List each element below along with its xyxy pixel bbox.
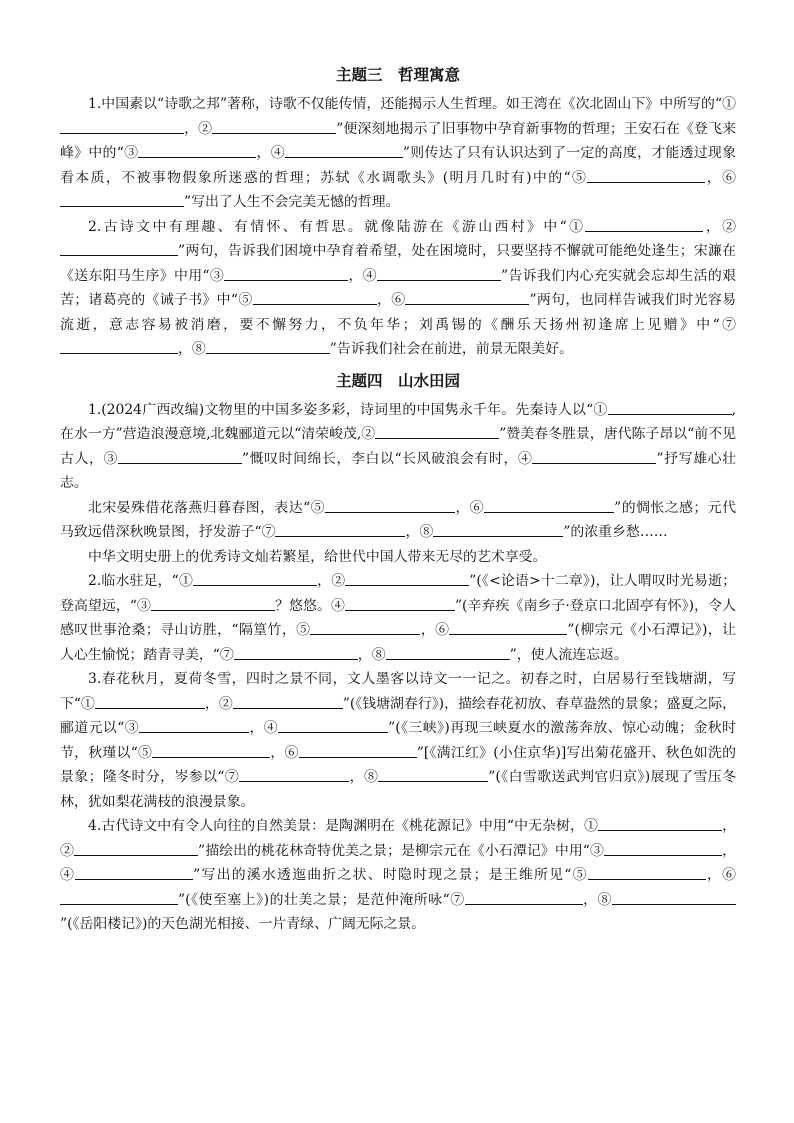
- fill-blank[interactable]: [234, 644, 358, 660]
- fill-blank[interactable]: [325, 497, 455, 513]
- fill-blank[interactable]: [60, 889, 178, 905]
- topic-4-question-1-closing: 中华文明史册上的优秀诗文灿若繁星，给世代中国人带来无尽的艺术享受。: [88, 548, 547, 565]
- fill-blank[interactable]: [193, 570, 317, 586]
- fill-blank[interactable]: [233, 693, 343, 709]
- topic-3-title: 主题三 哲理寓意: [335, 66, 460, 84]
- fill-blank[interactable]: [310, 619, 420, 635]
- fill-blank[interactable]: [612, 889, 736, 905]
- worksheet-page: [60, 62, 736, 937]
- fill-blank[interactable]: [604, 840, 722, 856]
- fill-blank[interactable]: [95, 693, 205, 709]
- fill-blank[interactable]: [375, 423, 499, 439]
- fill-blank[interactable]: [118, 448, 242, 464]
- fill-blank[interactable]: [152, 742, 270, 758]
- fill-blank[interactable]: [585, 216, 703, 232]
- fill-blank[interactable]: [212, 118, 336, 134]
- fill-blank[interactable]: [60, 191, 184, 207]
- fill-blank[interactable]: [60, 338, 178, 354]
- topic-4-question-3: 3.春花秋月，夏荷冬雪，四时之景不同，文人墨客以诗文一一记之。初春之时，白居易行至钱塘湖，写下“① ，② ”(《钱塘湖春行》)，描绘春花初放、春草盎然的景象；盛夏之际，郦道元以“③ ，④ ”(《三峡》)再现三峡夏水的激荡奔放、惊心动魄；金秋时节，秋瑾以“⑤ ，⑥ ”[《满江红》(小住京华)]写出菊花盛开、秋色如洗的景象；隆冬时分，岑参以“⑦ ，⑧ ”(《白雪歌送武判官归京》)展现了雪压冬林，犹如梨花满枝的浪漫景象。: [60, 671, 736, 810]
- fill-blank[interactable]: [75, 864, 193, 880]
- fill-blank[interactable]: [206, 338, 330, 354]
- fill-blank[interactable]: [377, 265, 501, 281]
- fill-blank[interactable]: [345, 595, 455, 611]
- fill-blank[interactable]: [378, 766, 488, 782]
- fill-blank[interactable]: [405, 289, 529, 305]
- fill-blank[interactable]: [598, 815, 722, 831]
- fill-blank[interactable]: [138, 142, 256, 158]
- fill-blank[interactable]: [239, 766, 349, 782]
- fill-blank[interactable]: [275, 521, 405, 537]
- fill-blank[interactable]: [151, 595, 275, 611]
- fill-blank[interactable]: [60, 118, 184, 134]
- fill-blank[interactable]: [588, 864, 706, 880]
- fill-blank[interactable]: [253, 289, 377, 305]
- topic-3-question-2: 2.古诗文中有理趣、有情怀、有哲思。就像陆游在《游山西村》中“① ，②”两句，告诉我们困境中孕育着希望，处在困境时，只要坚持不懈就可能绝处逢生；宋濂在《送东阳马生序》中用“③ ，④ ”告诉我们内心充实就会忘却生活的艰苦；诸葛亮的《诫子书》中“⑤ ，⑥ ”两句，也同样告诫我们时光容易流逝，意志容易被消磨，要不懈努力，不负年华；刘禹锡的《酬乐天扬州初逢席上见赠》中“⑦，⑧ ”告诉我们社会在前进，前景无限美好。: [60, 215, 736, 362]
- topic-4-question-1-continued: 北宋晏殊借花落燕归暮春图，表达“⑤ ，⑥ ”的惆怅之感；元代马致远借深秋晚景图，抒发游子“⑦ ，⑧ ”的浓重乡愁……: [60, 496, 736, 545]
- fill-blank[interactable]: [484, 497, 614, 513]
- fill-blank[interactable]: [139, 717, 249, 733]
- topic-4-question-2: 2.临水驻足，“① ，② ”(《<论语>十二章》)，让人喟叹时光易逝；登高望远，“③ ？悠悠。④ ”(辛弃疾《南乡子·登京口北固亭有怀》)，令人感叹世事沧桑；寻山访胜，“隔篁竹，⑤ ，⑥ ”(柳宗元《小石潭记》)，让人心生愉悦；踏青寻美，“⑦ ，⑧ ”，使人流连忘返。: [60, 569, 736, 667]
- fill-blank[interactable]: [224, 265, 348, 281]
- fill-blank[interactable]: [60, 240, 178, 256]
- fill-blank[interactable]: [433, 521, 563, 537]
- topic-4-title: 主题四 山水田园: [335, 371, 460, 390]
- fill-blank[interactable]: [74, 840, 198, 856]
- fill-blank[interactable]: [386, 644, 510, 660]
- topic-3-question-1: 1.中国素以“诗歌之邦”著称，诗歌不仅能传情，还能揭示人生哲理。如王湾在《次北固山下》中所写的“①，② ”便深刻地揭示了旧事物中孕育新事物的哲理；王安石在《登飞来峰》中的“③ ，④ ”则传达了只有认识达到了一定的高度，才能透过现象看本质，不被事物假象所迷惑的哲理；苏轼《水调歌头》(明月几时有)中的“⑤ ，⑥”写出了人生不会完美无憾的哲理。: [60, 96, 736, 210]
- fill-blank[interactable]: [345, 570, 469, 586]
- fill-blank[interactable]: [587, 167, 705, 183]
- fill-blank[interactable]: [299, 742, 417, 758]
- fill-blank[interactable]: [532, 448, 656, 464]
- fill-blank[interactable]: [608, 399, 732, 415]
- topic-4-question-4: 4.古代诗文中有令人向往的自然美景：是陶渊明在《桃花源记》中用“中无杂树，① ，② ”描绘出的桃花林奇特优美之景；是柳宗元在《小石潭记》中用“③ ，④ ”写出的溪水透迤曲折之状、时隐时现之景；是王维所见“⑤ ，⑥”(《使至塞上》)的壮美之景；是范仲淹所咏“⑦ ，⑧”(《岳阳楼记》)的天色湖光相接、一片青绿、广阔无际之景。: [60, 814, 736, 937]
- topic-4-question-1: 1.(2024广西改编)文物里的中国多姿多彩，诗词里的中国隽永千年。先秦诗人以“① ,在水一方”营造浪漫意境,北魏郦道元以“清荣峻茂,② ”赞美春冬胜景，唐代陈子昂以“前不见古人，③ ”慨叹时间绵长，李白以“长风破浪会有时，④ ”抒写雄心壮志。: [60, 398, 736, 496]
- fill-blank[interactable]: [278, 717, 388, 733]
- fill-blank[interactable]: [285, 142, 403, 158]
- fill-blank[interactable]: [465, 889, 583, 905]
- fill-blank[interactable]: [449, 619, 567, 635]
